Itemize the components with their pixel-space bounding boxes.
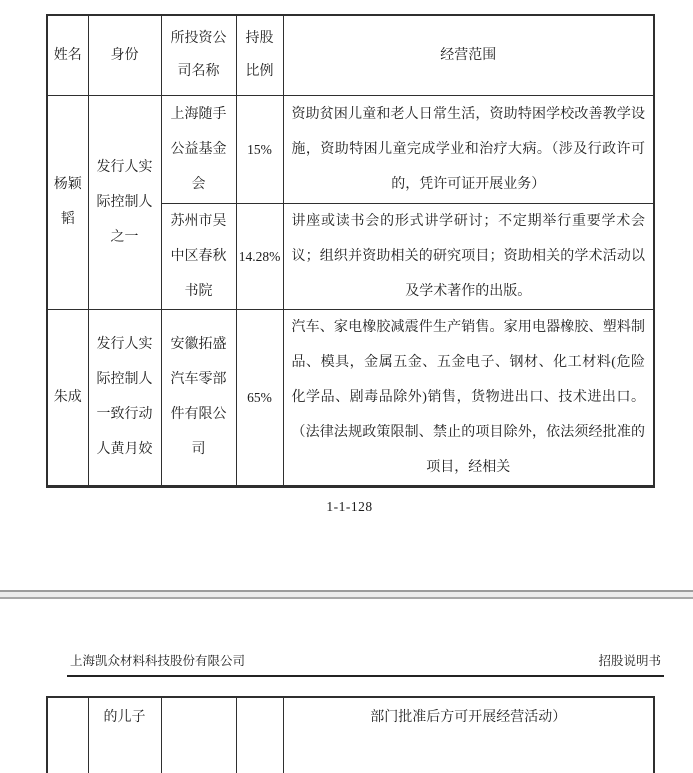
company-cell: 安徽拓盛汽车零部件有限公司 — [161, 309, 236, 486]
company-cell: 苏州市吴中区春秋书院 — [161, 203, 236, 309]
table-row — [47, 697, 654, 773]
header-scope: 经营范围 — [283, 15, 654, 95]
ratio-cell: 15% — [236, 95, 283, 203]
header-ratio: 持股比例 — [236, 15, 283, 95]
table-header-row — [47, 15, 654, 95]
table-row — [47, 95, 654, 203]
company-cell: 上海随手公益基金会 — [161, 95, 236, 203]
identity-cell: 发行人实际控制人一致行动人黄月姣 — [88, 309, 161, 486]
ratio-cell-empty — [236, 697, 283, 773]
scope-cell: 讲座或读书会的形式讲学研讨；不定期举行重要学术会议；组织并资助相关的研究项目；资助相关的学术活动以及学术著作的出版。 — [283, 203, 654, 309]
table-row — [47, 309, 654, 486]
header-name: 姓名 — [47, 15, 88, 95]
scope-cell: 资助贫困儿童和老人日常生活，资助特困学校改善教学设施，资助特困儿童完成学业和治疗大病。（涉及行政许可的，凭许可证开展业务） — [283, 95, 654, 203]
header-company-name: 上海凯众材料科技股份有限公司 — [70, 653, 246, 668]
ratio-cell: 65% — [236, 309, 283, 486]
continuation-table — [46, 696, 655, 773]
identity-continuation-cell: 的儿子 — [88, 697, 161, 773]
person-name-cell: 朱成 — [47, 309, 88, 486]
company-cell-empty — [161, 697, 236, 773]
running-header — [67, 652, 664, 677]
scope-continuation-cell: 部门批准后方可开展经营活动） — [283, 697, 654, 773]
page-number: 1-1-128 — [326, 498, 373, 514]
person-name-cell-empty — [47, 697, 88, 773]
header-company: 所投资公司名称 — [161, 15, 236, 95]
document-page — [0, 14, 693, 773]
identity-cell: 发行人实际控制人之一 — [88, 95, 161, 309]
scope-cell: 汽车、家电橡胶减震件生产销售。家用电器橡胶、塑料制品、模具，金属五金、五金电子、钢材、化工材料(危险化学品、剧毒品除外)销售，货物进出口、技术进出口。（法律法规政策限制、禁止的项目除外，依法须经批准的项目，经相关 — [283, 309, 654, 486]
ratio-cell: 14.28% — [236, 203, 283, 309]
person-name-cell: 杨颖韬 — [47, 95, 88, 309]
investments-table — [46, 14, 655, 488]
header-identity: 身份 — [88, 15, 161, 95]
header-doc-type: 招股说明书 — [598, 653, 661, 668]
page-break-divider — [0, 590, 693, 599]
